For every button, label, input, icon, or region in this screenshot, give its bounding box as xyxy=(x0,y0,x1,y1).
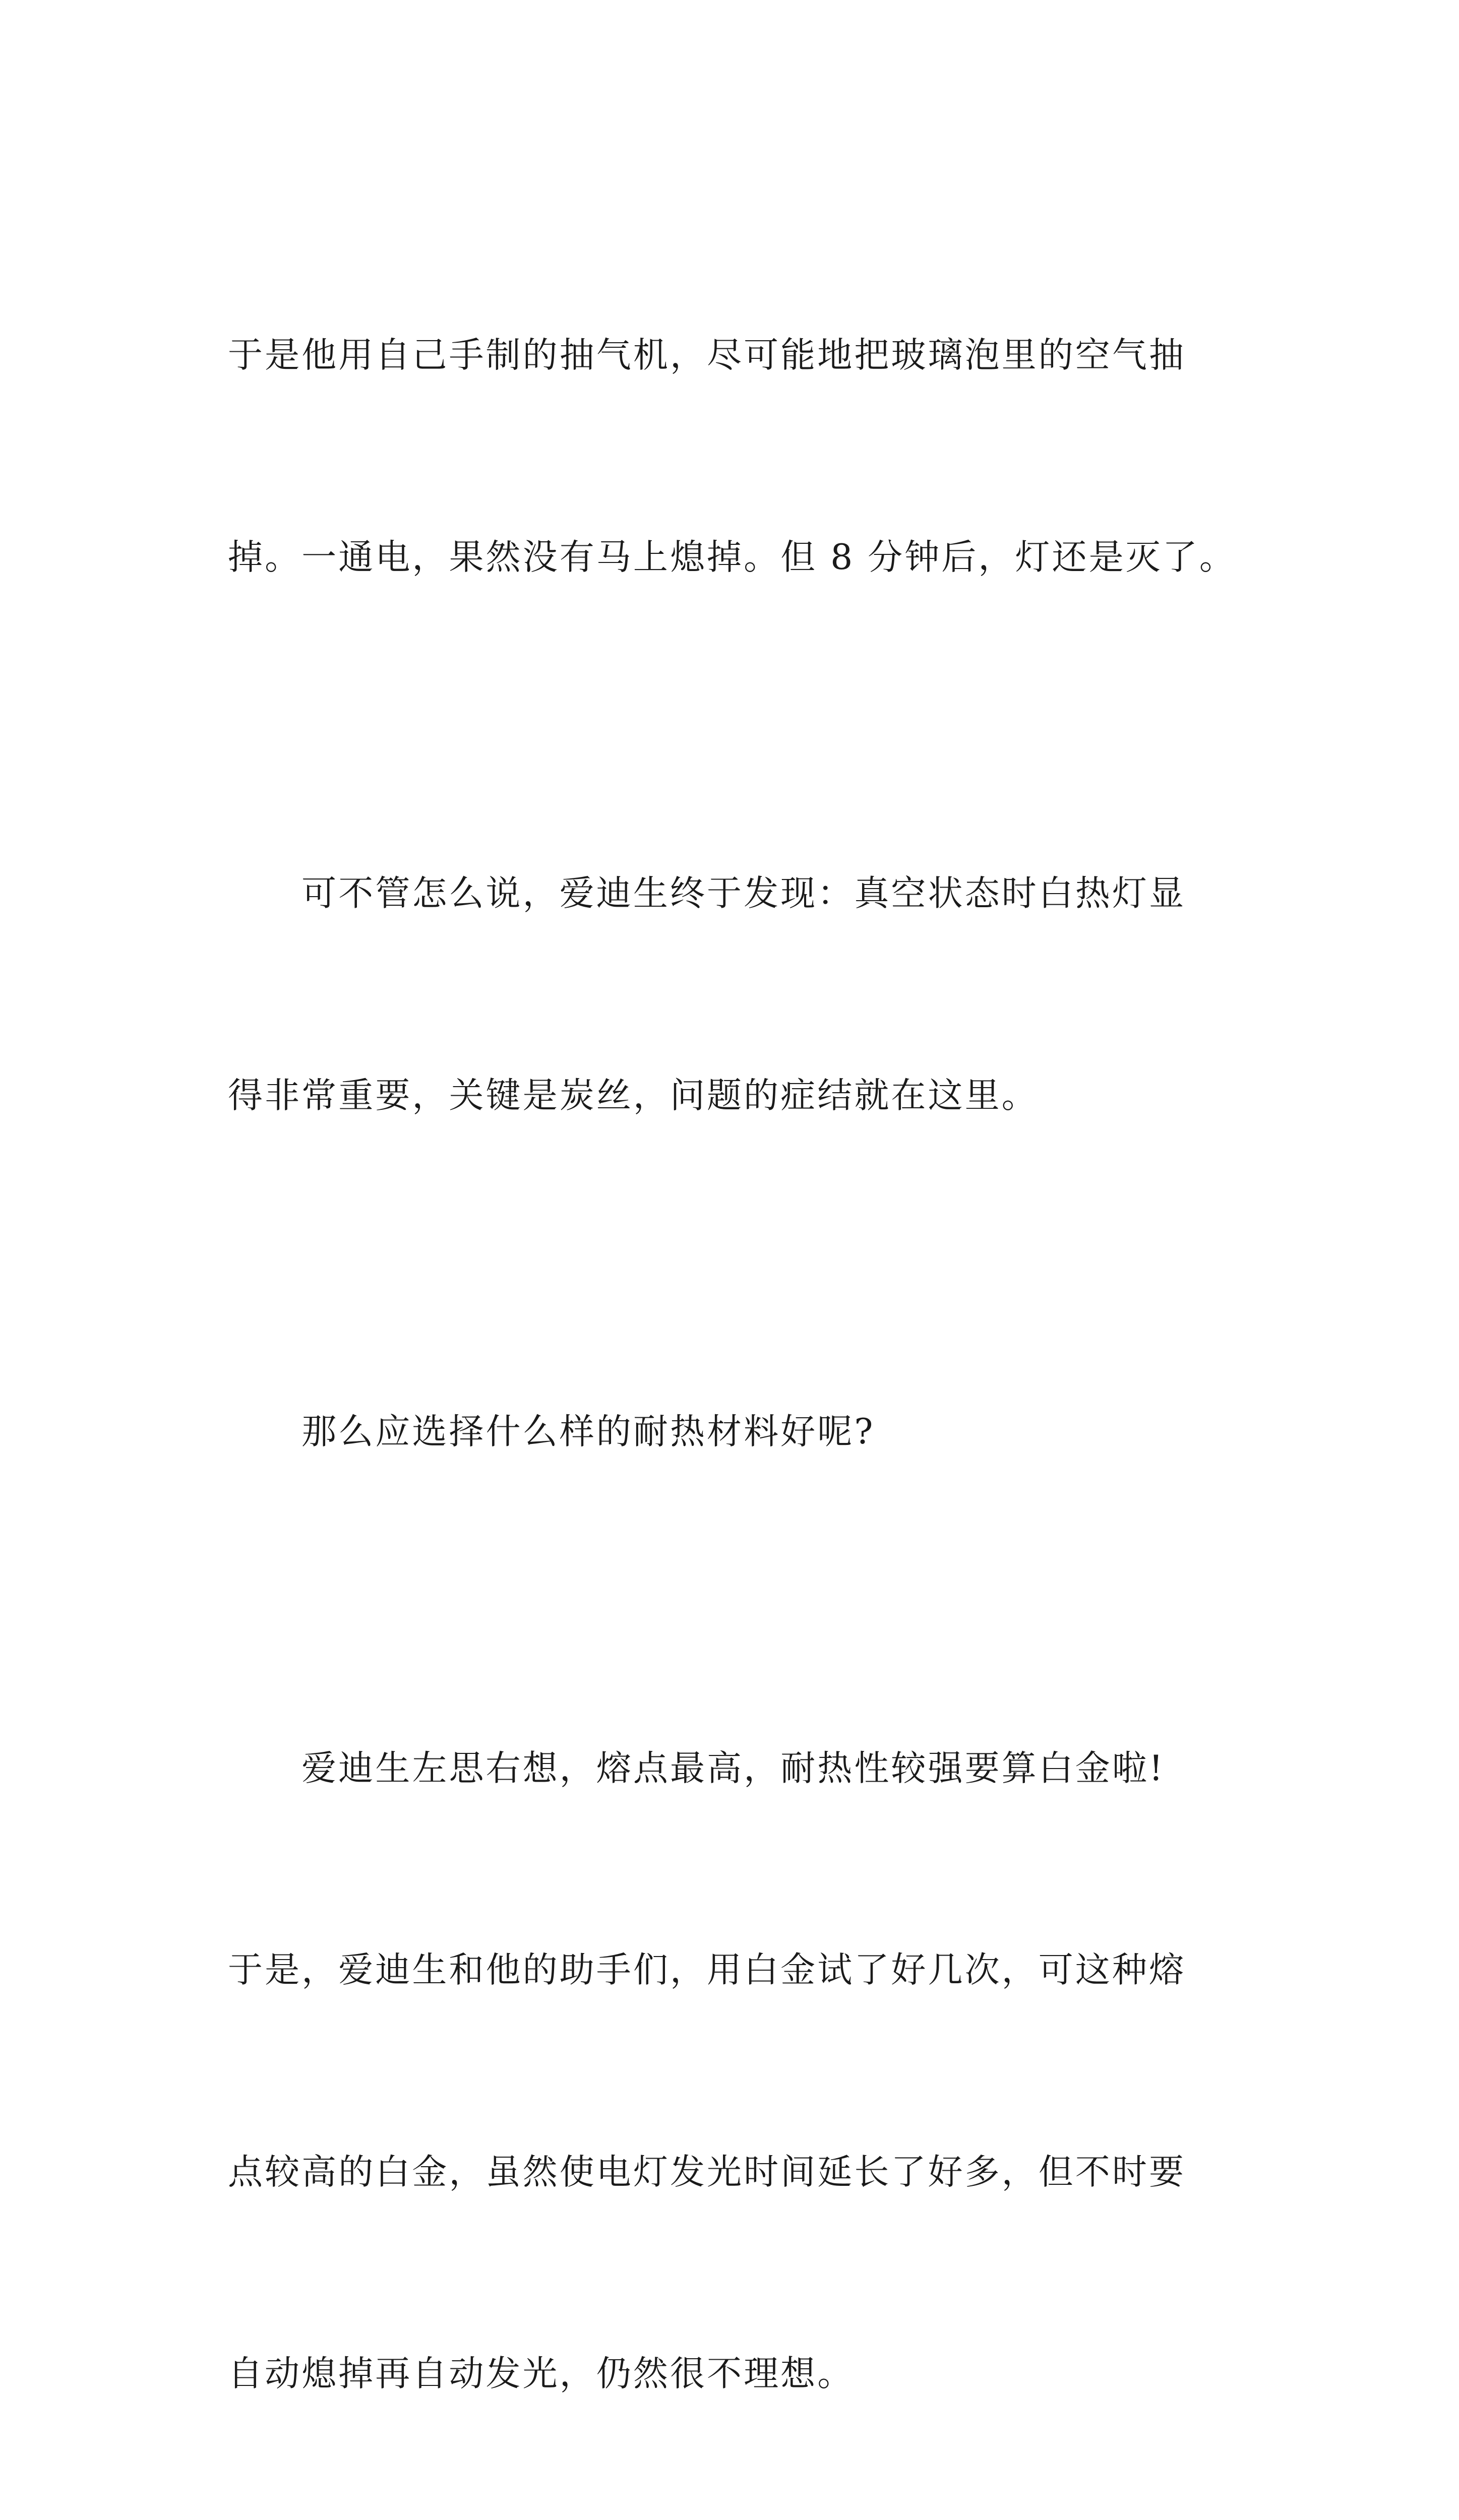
body-text xyxy=(228,187,1241,2520)
text-line: 于是他用自己手制的抽气机，尽可能地把玻璃泡里的空气抽 xyxy=(228,322,1241,390)
paragraph-3 xyxy=(228,1264,1241,1601)
paragraph-4 xyxy=(228,1601,1241,2520)
text-line: 可不管怎么说，爱迪生终于发现：真空状态时白热灯显 xyxy=(228,860,1241,928)
text-line: 掉。一通电，果然没有马上熄掉。但 8 分钟后，灯还是灭了。 xyxy=(228,524,1241,592)
paragraph-2 xyxy=(228,726,1241,1264)
paragraph-1 xyxy=(228,187,1241,726)
text-line: 爱迪生左思右想，熔点最高，耐热性较强要算白金啦! xyxy=(228,1735,1241,1803)
text-line: 那么应选择什么样的耐热材料好呢? xyxy=(228,1399,1241,1466)
text-line: 自动熄掉再自动发光，仍然很不理想。 xyxy=(228,2341,1241,2408)
text-line: 点较高的白金，虽然使电灯发光时间延长了好多，但不时要 xyxy=(228,2139,1241,2207)
text-line: 得非常重要，关键是炭丝，问题的症结就在这里。 xyxy=(228,1062,1241,1130)
text-line: 于是，爱迪生和他的助手们，用白金试了好几次，可这种熔 xyxy=(228,1937,1241,2004)
